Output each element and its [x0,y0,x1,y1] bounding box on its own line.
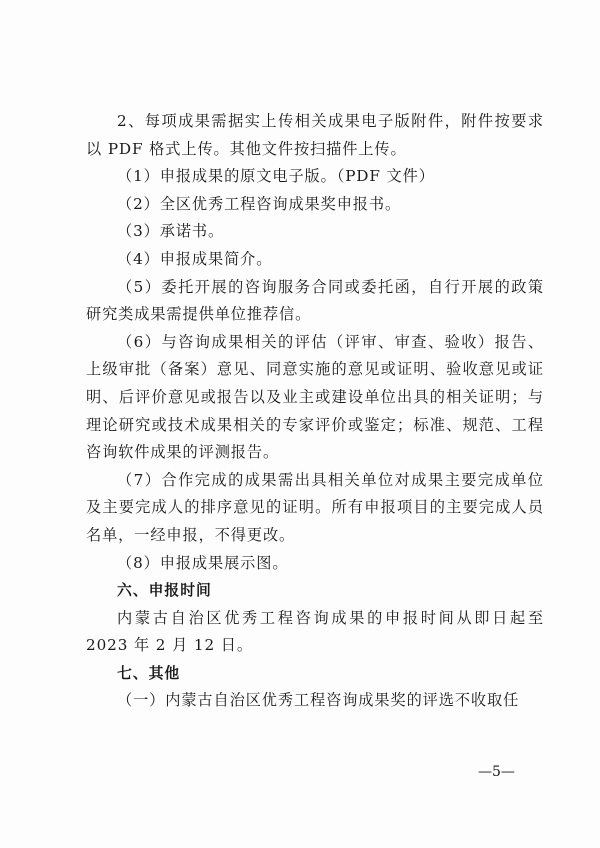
list-item-5: （5）委托开展的咨询服务合同或委托函，自行开展的政策研究类成果需提供单位推荐信。 [86,277,544,324]
section-heading-7: 七、其他 [117,664,181,682]
item-2-paragraph: 2、每项成果需据实上传相关成果电子版附件，附件按要求以 PDF 格式上传。其他文件按扫描件上传。 [86,112,544,158]
submission-time-paragraph: 内蒙古自治区优秀工程咨询成果的申报时间从即日起至 2023 年 2 月 12 日。 [86,608,544,655]
other-item-1: （一）内蒙古自治区优秀工程咨询成果奖的评选不收取任 [117,691,520,710]
list-item-3: （3）承诺书。 [117,222,225,241]
page-number: —5— [478,764,515,780]
list-item-8: （8）申报成果展示图。 [117,553,289,572]
list-item-2: （2）全区优秀工程咨询成果奖申报书。 [117,194,402,213]
list-item-6: （6）与咨询成果相关的评估（评审、审查、验收）报告、上级审批（备案）意见、同意实施的意见或证明、验收意见或证明、后评价意见或报告以及业主或建设单位出具的相关证明；与理论研究或技术成果相关的专家评价或鉴定；标准、规范、工程咨询软件成果的评测报告。 [86,332,544,462]
body-text [86,108,544,715]
list-item-4: （4）申报成果简介。 [117,249,273,268]
list-item-1: （1）申报成果的原文电子版。（PDF 文件） [117,167,435,186]
section-heading-6: 六、申报时间 [117,582,212,600]
list-item-7: （7）合作完成的成果需出具相关单位对成果主要完成单位及主要完成人的排序意见的证明。所有申报项目的主要完成人员名单，一经申报，不得更改。 [86,470,544,544]
